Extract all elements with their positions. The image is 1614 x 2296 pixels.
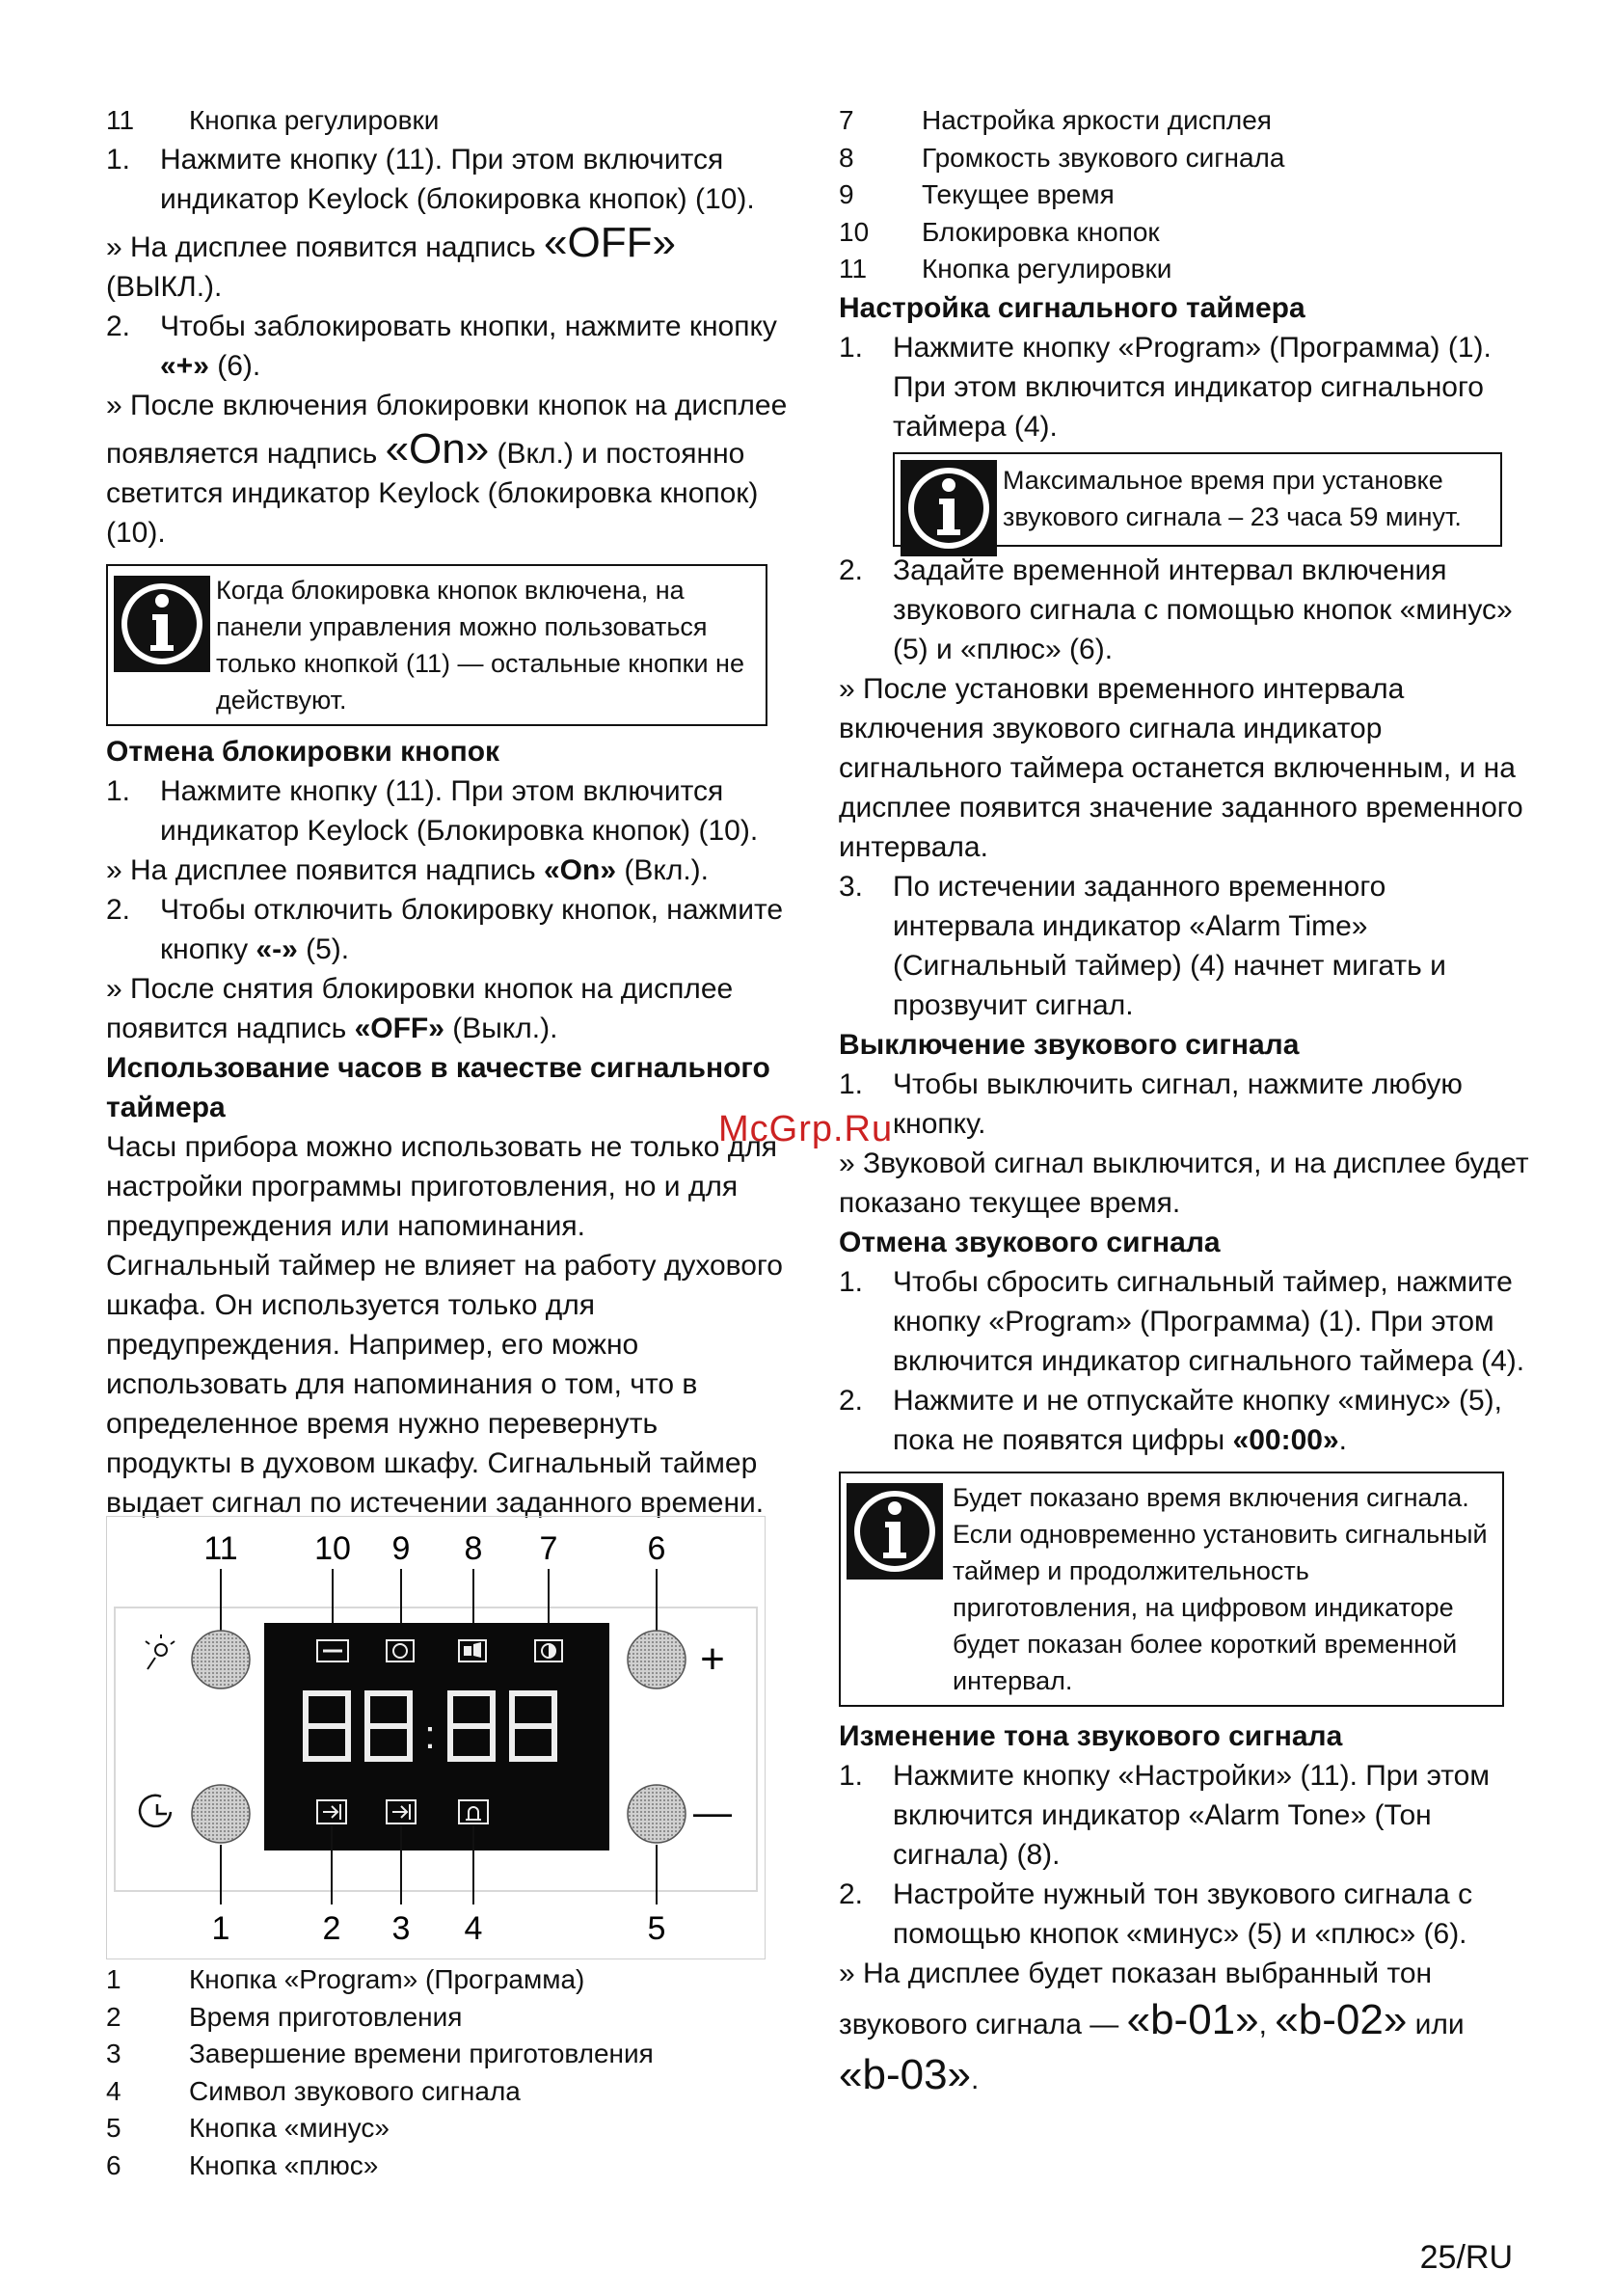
list-item: 7 Настройка яркости дисплея: [839, 105, 1272, 135]
info-icon: [114, 576, 210, 672]
program-clock-icon: [140, 1796, 171, 1826]
section-heading: Изменение тона звукового сигнала: [839, 1719, 1343, 1752]
label-10: 10: [314, 1530, 351, 1567]
label-3: 3: [391, 1910, 411, 1947]
section-heading: Настройка сигнального таймера: [839, 291, 1305, 324]
list-item: 11 Кнопка регулировки: [106, 105, 440, 135]
control-panel-diagram: [106, 1516, 766, 1959]
list-item: 10 Блокировка кнопок: [839, 216, 1160, 247]
section-heading: Выключение звукового сигнала: [839, 1028, 1300, 1061]
step-item: 3. По истечении заданного временного интервала индикатор «Alarm Time» (Сигнальный таймер) (4) начнет мигать и прозвучит сигнал.: [839, 870, 1446, 1021]
info-note: Когда блокировка кнопок включена, на панели управления можно пользоваться только кнопкой (11) — остальные кнопки не действуют.: [106, 564, 767, 726]
info-note: Будет показано время включения сигнала. Если одновременно установить сигнальный таймер и продолжительность приготовления, на цифровом индикаторе будет показан более короткий временной интервал.: [839, 1472, 1504, 1707]
control-panel-svg: [107, 1517, 765, 1958]
result-text: » На дисплее появится надпись «OFF» (ВЫКЛ.).: [106, 218, 676, 303]
label-2: 2: [322, 1910, 341, 1947]
plus-knob: [628, 1631, 686, 1688]
result-text: звукового сигнала — «b-01», «b-02» или «b-03».: [839, 1995, 1465, 2098]
step-item: 2. Чтобы заблокировать кнопки, нажмите кнопку «+» (6).: [106, 310, 777, 382]
info-icon: [847, 1483, 943, 1580]
minus-knob: [628, 1785, 686, 1843]
plus-symbol: +: [700, 1635, 725, 1683]
program-knob: [192, 1785, 250, 1843]
label-1: 1: [211, 1910, 230, 1947]
result-text: » Звуковой сигнал выключится, и на дисплее будет показано текущее время.: [839, 1147, 1529, 1219]
label-4: 4: [464, 1910, 483, 1947]
result-text: » На дисплее появится надпись «On» (Вкл.).: [106, 853, 709, 886]
label-7: 7: [539, 1530, 558, 1567]
page-number: 25/RU: [1419, 2239, 1513, 2276]
list-item: 3 Завершение времени приготовления: [106, 2039, 654, 2068]
step-item: 2. Чтобы отключить блокировку кнопок, нажмите кнопку «-» (5).: [106, 893, 784, 965]
list-item: 11 Кнопка регулировки: [839, 254, 1172, 284]
result-text: » После установки временного интервала включения звукового сигнала индикатор сигнального таймера останется включенным, и на дисплее появится значение заданного временного интервала.: [839, 672, 1523, 863]
label-5: 5: [647, 1910, 666, 1947]
result-text: появляется надпись «On» (Вкл.) и постоянно светится индикатор Keylock (блокировка кнопок) (10).: [106, 424, 759, 549]
step-item: 2. Нажмите и не отпускайте кнопку «минус» (5), пока не появятся цифры «00:00».: [839, 1384, 1502, 1456]
settings-knob: [192, 1631, 250, 1688]
result-text: » После снятия блокировки кнопок на дисплее появится надпись «OFF» (Выкл.).: [106, 972, 734, 1044]
list-item: 8 Громкость звукового сигнала: [839, 142, 1285, 173]
minus-symbol: —: [693, 1792, 732, 1834]
settings-icon: [146, 1634, 175, 1669]
left-column: [106, 106, 791, 1523]
step-item: 1. Нажмите кнопку (11). При этом включится индикатор Keylock (Блокировка кнопок) (10).: [106, 774, 759, 847]
right-column: [839, 106, 1533, 2105]
section-heading: Отмена звукового сигнала: [839, 1226, 1221, 1258]
label-6: 6: [647, 1530, 666, 1567]
list-item: 4 Символ звукового сигнала: [106, 2075, 521, 2106]
list-item: 1 Кнопка «Program» (Программа): [106, 1964, 585, 1994]
step-item: 2. Настройте нужный тон звукового сигнала с помощью кнопок «минус» (5) и «плюс» (6).: [839, 1877, 1473, 1950]
step-item: 1. Нажмите кнопку (11). При этом включится индикатор Keylock (блокировка кнопок) (10).: [106, 143, 755, 215]
paragraph: Часы прибора можно использовать не только для настройки программы приготовления, но и для предупреждения или напоминания.: [106, 1130, 777, 1242]
label-11: 11: [203, 1530, 238, 1567]
legend-left: [106, 1961, 791, 2184]
digit-colon: :: [424, 1712, 436, 1757]
watermark: McGrp.Ru: [718, 1109, 894, 1149]
label-9: 9: [391, 1530, 411, 1567]
step-item: 1. Чтобы сбросить сигнальный таймер, нажмите кнопку «Program» (Программа) (1). При этом включится индикатор сигнального таймера (4).: [839, 1265, 1525, 1377]
list-item: 9 Текущее время: [839, 179, 1115, 209]
display-screen: [264, 1623, 609, 1850]
result-text: » На дисплее будет показан выбранный тон: [839, 1957, 1433, 1989]
info-note: Максимальное время при установке звукового сигнала – 23 часа 59 минут.: [893, 452, 1502, 547]
step-item: 2. Задайте временной интервал включения звукового сигнала с помощью кнопок «минус» (5) и «плюс» (6).: [839, 554, 1513, 665]
step-item: 1. Чтобы выключить сигнал, нажмите любую кнопку.: [839, 1067, 1463, 1140]
result-text: » После включения блокировки кнопок на дисплее: [106, 389, 788, 421]
section-heading: Отмена блокировки кнопок: [106, 735, 500, 768]
step-item: 1. Нажмите кнопку «Program» (Программа) (1). При этом включится индикатор сигнального таймера (4).: [839, 331, 1492, 443]
paragraph: Сигнальный таймер не влияет на работу духового шкафа. Он используется только для предупреждения. Например, его можно использовать для напоминания о том, что в определенное время нужно перевернуть продукты в духовом шкафу. Сигнальный таймер выдает сигнал по истечении заданного времени.: [106, 1249, 783, 1519]
info-icon: [901, 460, 997, 556]
step-item: 1. Нажмите кнопку «Настройки» (11). При этом включится индикатор «Alarm Tone» (Тон сигнала) (8).: [839, 1759, 1490, 1871]
section-heading: Использование часов в качестве сигнального таймера: [106, 1051, 770, 1123]
list-item: 2 Время приготовления: [106, 2001, 463, 2032]
list-item: 6 Кнопка «плюс»: [106, 2149, 379, 2180]
label-8: 8: [464, 1530, 483, 1567]
list-item: 5 Кнопка «минус»: [106, 2113, 390, 2143]
